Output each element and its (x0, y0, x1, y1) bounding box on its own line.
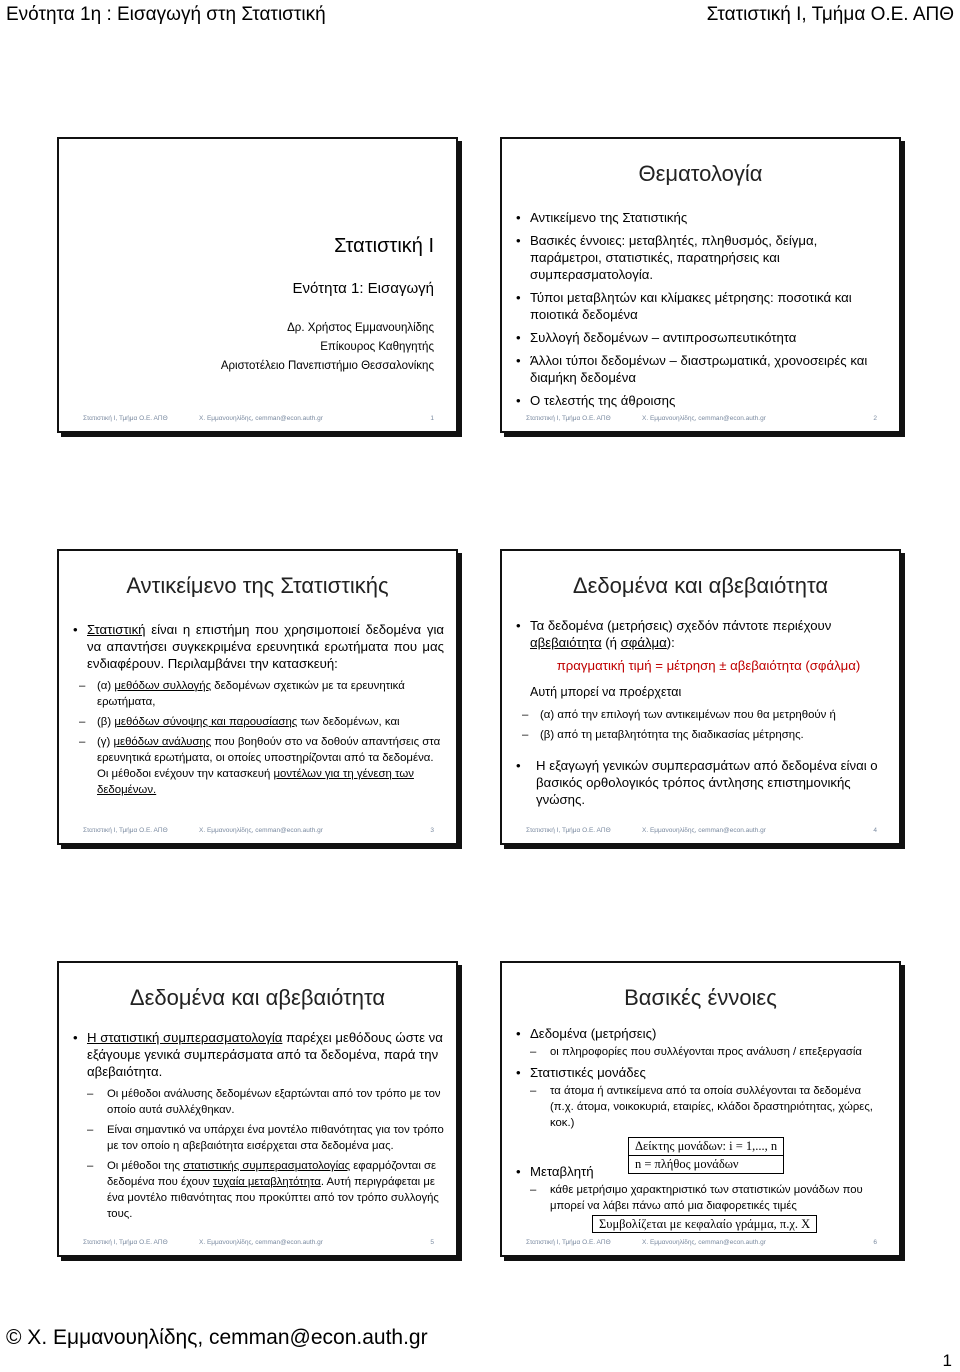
slide-footer-author: Χ. Εμμανουηλίδης, cemman@econ.auth.gr (199, 1239, 323, 1246)
slide-title: Θεματολογία (638, 161, 763, 186)
content-list (73, 621, 444, 802)
text: Οι μέθοδοι της (107, 1160, 184, 1172)
term-statistics: Στατιστική (87, 622, 146, 637)
slide-title: Δεδομένα και αβεβαιότητα (572, 573, 829, 598)
slide-footer-course: Στατιστική Ι, Τμήμα Ο.Ε. ΑΠΘ (83, 415, 168, 422)
slide-2 (500, 137, 901, 433)
slide-number: 6 (873, 1239, 877, 1246)
sub-item: – Οι μέθοδοι ανάλυσης δεδομένων εξαρτώνται από τον τρόπο με τον οποίο αυτά συλλέχθηκαν. (87, 1086, 444, 1118)
slide-footer-course: Στατιστική Ι, Τμήμα Ο.Ε. ΑΠΘ (526, 827, 611, 834)
underlined-text: μεθόδων συλλογής (114, 680, 212, 692)
sub-item (79, 714, 444, 730)
sub-item: – οι πληροφορίες που συλλέγονται προς ανάλυση / επεξεργασία (530, 1044, 887, 1060)
list-item: • Αντικείμενο της Στατιστικής (516, 209, 887, 226)
underlined-text: αβεβαιότητα (530, 635, 602, 650)
sub-item: – Είναι σημαντικό να υπάρχει ένα μοντέλο πιθανότητας για τον τρόπο με τον οποίο η αβεβαιότητα εισέρχεται στα δεδομένα μας. (87, 1122, 444, 1154)
sub-item: – (α) από την επιλογή των αντικειμένων που θα μετρηθούν ή (522, 707, 887, 723)
text: . Αυτή περιγράφεται με ένα μοντέλο πιθανότητας που προκύπτει από τον τρόπο συλλογής τους. (107, 1176, 439, 1220)
list-item: • Άλλοι τύποι δεδομένων – διαστρωματικά, χρονοσειρές και διαμήκη δεδομένα (516, 352, 887, 386)
text: δεδομένων σχετικών με τα ερευνητικά ερωτήματα, (97, 680, 405, 708)
sub-item (87, 1158, 444, 1222)
formula-text: πραγματική τιμή = μέτρηση ± αβεβαιότητα (σφάλμα) (556, 658, 861, 673)
slide-footer-author: Χ. Εμμανουηλίδης, cemman@econ.auth.gr (199, 827, 323, 834)
slide-number: 2 (873, 415, 877, 422)
underlined-text: μοντέλων για τη γένεση των δεδομένων. (97, 768, 414, 796)
page-header-right: Στατιστική Ι, Τμήμα Ο.Ε. ΑΠΘ (706, 4, 954, 25)
text: είναι η επιστήμη που χρησιμοποιεί δεδομένα για να απαντήσει συγκεκριμένα ερευνητικά ερωτήματα που μας ενδιαφέρουν. Περιλαμβάνει την κατασκευή: (87, 622, 444, 671)
slide-footer-author: Χ. Εμμανουηλίδης, cemman@econ.auth.gr (642, 1239, 766, 1246)
slide-title: Δεδομένα και αβεβαιότητα (129, 985, 386, 1010)
slide-number: 3 (430, 827, 434, 834)
slide-footer-course: Στατιστική Ι, Τμήμα Ο.Ε. ΑΠΘ (83, 827, 168, 834)
slide-title: Αντικείμενο της Στατιστικής (126, 573, 389, 598)
list-item: • Μεταβλητή (516, 1163, 887, 1180)
page-number: 1 (942, 1351, 952, 1370)
text: Τα δεδομένα (μετρήσεις) σχεδόν πάντοτε περιέχουν (530, 618, 832, 633)
sub-item: – (β) από τη μεταβλητότητα της διαδικασίας μέτρησης. (522, 727, 887, 743)
list-item (516, 617, 887, 651)
slide-number: 4 (873, 827, 877, 834)
topic-list (516, 209, 887, 415)
underlined-text: τυχαία μεταβλητότητα (212, 1176, 321, 1188)
slide1-unit: Ενότητα 1: Εισαγωγή (292, 280, 434, 297)
underlined-text: στατιστικής συμπερασματολογίας (183, 1160, 351, 1172)
slide-6 (500, 961, 901, 1257)
text: παρέχει μεθόδους ώστε να εξάγουμε γενικά συμπεράσματα από τα δεδομένα, παρά την αβεβαιότητα. (87, 1030, 443, 1079)
slide-footer-course: Στατιστική Ι, Τμήμα Ο.Ε. ΑΠΘ (526, 1239, 611, 1246)
text: (β) (97, 716, 115, 728)
text: ): (666, 635, 675, 650)
slide-footer-course: Στατιστική Ι, Τμήμα Ο.Ε. ΑΠΘ (83, 1239, 168, 1246)
slide-5 (57, 961, 458, 1257)
list-item: • Ο τελεστής της άθροισης (516, 392, 887, 409)
slide-number: 5 (430, 1239, 434, 1246)
sub-item: – τα άτομα ή αντικείμενα από τα οποία συλλέγονται τα δεδομένα (π.χ. άτομα, νοικοκυριά, εταιρίες, κλάδοι δραστηριότητας, χώρες, κοκ.) (530, 1083, 887, 1131)
text: εφαρμόζονται σε δεδομένα που έχουν (107, 1160, 436, 1188)
content-list (516, 1025, 887, 1135)
text: (ή (601, 635, 621, 650)
page-header-left: Ενότητα 1η : Εισαγωγή στη Στατιστική (6, 4, 326, 25)
slide-3 (57, 549, 458, 845)
sub-intro: Αυτή μπορεί να προέρχεται (530, 685, 682, 699)
sub-item (79, 734, 444, 798)
text: (α) (97, 680, 115, 692)
list-item: • Συλλογή δεδομένων – αντιπροσωπευτικότητα (516, 329, 887, 346)
slide1-course: Στατιστική Ι (334, 235, 434, 257)
slide-4 (500, 549, 901, 845)
list-item (73, 621, 444, 672)
underlined-text: μεθόδων σύνοψης και παρουσίασης (114, 716, 298, 728)
list-item: • Η εξαγωγή γενικών συμπερασμάτων από δεδομένα είναι ο βασικός ορθολογικός τρόπος άντλησης επιστημονικής γνώσης. (516, 757, 887, 808)
formula-count: n = πλήθος μονάδων (628, 1156, 784, 1174)
underlined-text: μεθόδων ανάλυσης (113, 736, 212, 748)
slide-title: Βασικές έννοιες (624, 985, 777, 1010)
list-item (73, 1029, 444, 1080)
slide-footer-author: Χ. Εμμανουηλίδης, cemman@econ.auth.gr (199, 415, 323, 422)
slide-footer-course: Στατιστική Ι, Τμήμα Ο.Ε. ΑΠΘ (526, 415, 611, 422)
formula-symbol: Συμβολίζεται με κεφαλαίο γράμμα, π.χ. X (592, 1215, 817, 1233)
text: (γ) (97, 736, 114, 748)
slide1-university: Αριστοτέλειο Πανεπιστήμιο Θεσσαλονίκης (220, 360, 434, 372)
slide1-author: Δρ. Χρήστος Εμμανουηλίδης (287, 322, 434, 334)
content-list-2 (516, 1163, 887, 1218)
underlined-text: σφάλμα (620, 635, 667, 650)
list-item: • Βασικές έννοιες: μεταβλητές, πληθυσμός, δείγμα, παράμετροι, στατιστικές, παρατηρήσεις και συμπερασματολογία. (516, 232, 887, 283)
content-list (516, 617, 887, 814)
content-list (73, 1029, 444, 1226)
slide-footer-author: Χ. Εμμανουηλίδης, cemman@econ.auth.gr (642, 415, 766, 422)
sub-item (79, 678, 444, 710)
list-item: • Στατιστικές μονάδες (516, 1064, 887, 1081)
slide-number: 1 (430, 415, 434, 422)
slide-footer-author: Χ. Εμμανουηλίδης, cemman@econ.auth.gr (642, 827, 766, 834)
list-item: • Τύποι μεταβλητών και κλίμακες μέτρησης: ποσοτικά και ποιοτικά δεδομένα (516, 289, 887, 323)
text: που βοηθούν στο να δοθούν απαντήσεις στα ερευνητικά ερωτήματα, οι οποίες υποστηρίζονται από τα δεδομένα. Οι μέθοδοι ενέχουν την κατασκευή (97, 736, 441, 780)
slide-1 (57, 137, 458, 433)
slide1-role: Επίκουρος Καθηγητής (320, 341, 434, 353)
list-item: • Δεδομένα (μετρήσεις) (516, 1025, 887, 1042)
page-footer-copyright: © Χ. Εμμανουηλίδης, cemman@econ.auth.gr (6, 1326, 428, 1349)
symbol-box (592, 1215, 817, 1233)
underlined-text: Η στατιστική συμπερασματολογία (87, 1030, 283, 1045)
sub-item: – κάθε μετρήσιμο χαρακτηριστικό των στατιστικών μονάδων που μπορεί να λάβει πάνω από μια διαφορετικές τιμές (530, 1182, 887, 1214)
formula-index: Δείκτης μονάδων: i = 1,..., n (628, 1137, 784, 1156)
text: των δεδομένων, και (297, 716, 400, 728)
